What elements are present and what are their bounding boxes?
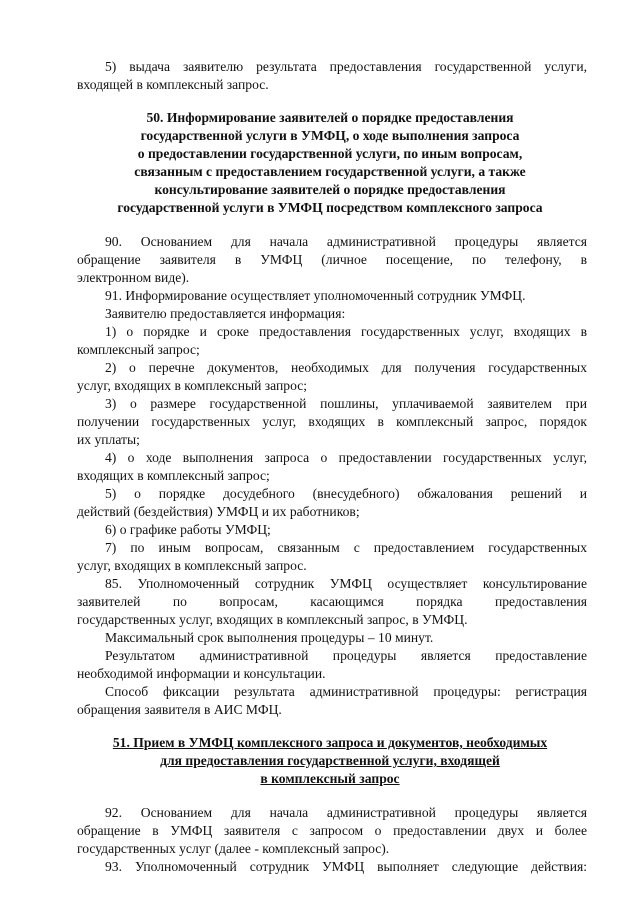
- text-line: заявителей по вопросам, касающимся порядка предоставления: [77, 594, 587, 609]
- heading-line: 50. Информирование заявителей о порядке предоставления: [146, 110, 514, 125]
- text-line: 2) о перечне документов, необходимых для получения государственных: [105, 360, 587, 375]
- text-line: 92. Основанием для начала административной процедуры является: [105, 805, 587, 820]
- text-line: электронном виде).: [77, 270, 190, 285]
- heading-line: консультирование заявителей о порядке предоставления: [154, 182, 506, 197]
- text-line: 3) о размере государственной пошлины, уплачиваемой заявителем при: [105, 396, 587, 411]
- text-line: 90. Основанием для начала административной процедуры является: [105, 234, 587, 249]
- text-line: 85. Уполномоченный сотрудник УМФЦ осуществляет консультирование: [105, 576, 587, 591]
- text-line: получении государственных услуг, входящих в комплексный запрос, порядок: [77, 414, 587, 429]
- text-line: Результатом административной процедуры является предоставление: [105, 648, 587, 663]
- text-line: услуг, входящих в комплексный запрос.: [77, 558, 307, 573]
- heading-line: для предоставления государственной услуги, входящей: [160, 753, 500, 768]
- text-line: комплексный запрос;: [77, 342, 200, 357]
- text-line: 5) о порядке досудебного (внесудебного) обжалования решений и: [105, 486, 587, 501]
- text-line: 4) о ходе выполнения запроса о предоставлении государственных услуг,: [105, 450, 587, 465]
- text-line: необходимой информации и консультации.: [77, 666, 326, 681]
- text-line: обращение заявителя в УМФЦ (личное посещение, по телефону, в: [77, 252, 587, 267]
- text-line: услуг, входящих в комплексный запрос;: [77, 378, 308, 393]
- text-line: Способ фиксации результата административной процедуры: регистрация: [105, 684, 587, 699]
- text-line: 6) о графике работы УМФЦ;: [105, 522, 271, 537]
- text-line: государственных услуг, входящих в комплексный запрос, в УМФЦ.: [77, 612, 468, 627]
- text-line: обращения заявителя в АИС МФЦ.: [77, 702, 282, 717]
- heading-line: в комплексный запрос: [260, 771, 400, 786]
- text-line: 91. Информирование осуществляет уполномоченный сотрудник УМФЦ.: [105, 288, 526, 303]
- text-line: их уплаты;: [77, 432, 140, 447]
- text-line: 7) по иным вопросам, связанным с предоставлением государственных: [105, 540, 587, 555]
- text-line: действий (бездействия) УМФЦ и их работников;: [77, 504, 360, 519]
- text-line: 5) выдача заявителю результата предоставления государственной услуги,: [105, 59, 587, 74]
- heading-line: государственной услуги в УМФЦ, о ходе выполнения запроса: [140, 128, 520, 143]
- text-line: государственных услуг (далее - комплексный запрос).: [77, 841, 390, 856]
- text-line: Заявителю предоставляется информация:: [105, 306, 346, 321]
- text-line: 1) о порядке и сроке предоставления государственных услуг, входящих в: [105, 324, 587, 339]
- heading-line: 51. Прием в УМФЦ комплексного запроса и документов, необходимых: [112, 735, 548, 750]
- text-line: входящей в комплексный запрос.: [77, 77, 269, 92]
- text-line: входящих в комплексный запрос;: [77, 468, 270, 483]
- text-line: обращение в УМФЦ заявителя с запросом о предоставлении двух и более: [77, 823, 587, 838]
- heading-line: связанным с предоставлением государственной услуги, а также: [134, 164, 526, 179]
- text-line: Максимальный срок выполнения процедуры – 10 минут.: [105, 630, 434, 645]
- text-line: 93. Уполномоченный сотрудник УМФЦ выполняет следующие действия:: [105, 859, 587, 874]
- heading-line: государственной услуги в УМФЦ посредством комплексного запроса: [117, 200, 543, 215]
- heading-line: о предоставлении государственной услуги, по иным вопросам,: [137, 146, 523, 161]
